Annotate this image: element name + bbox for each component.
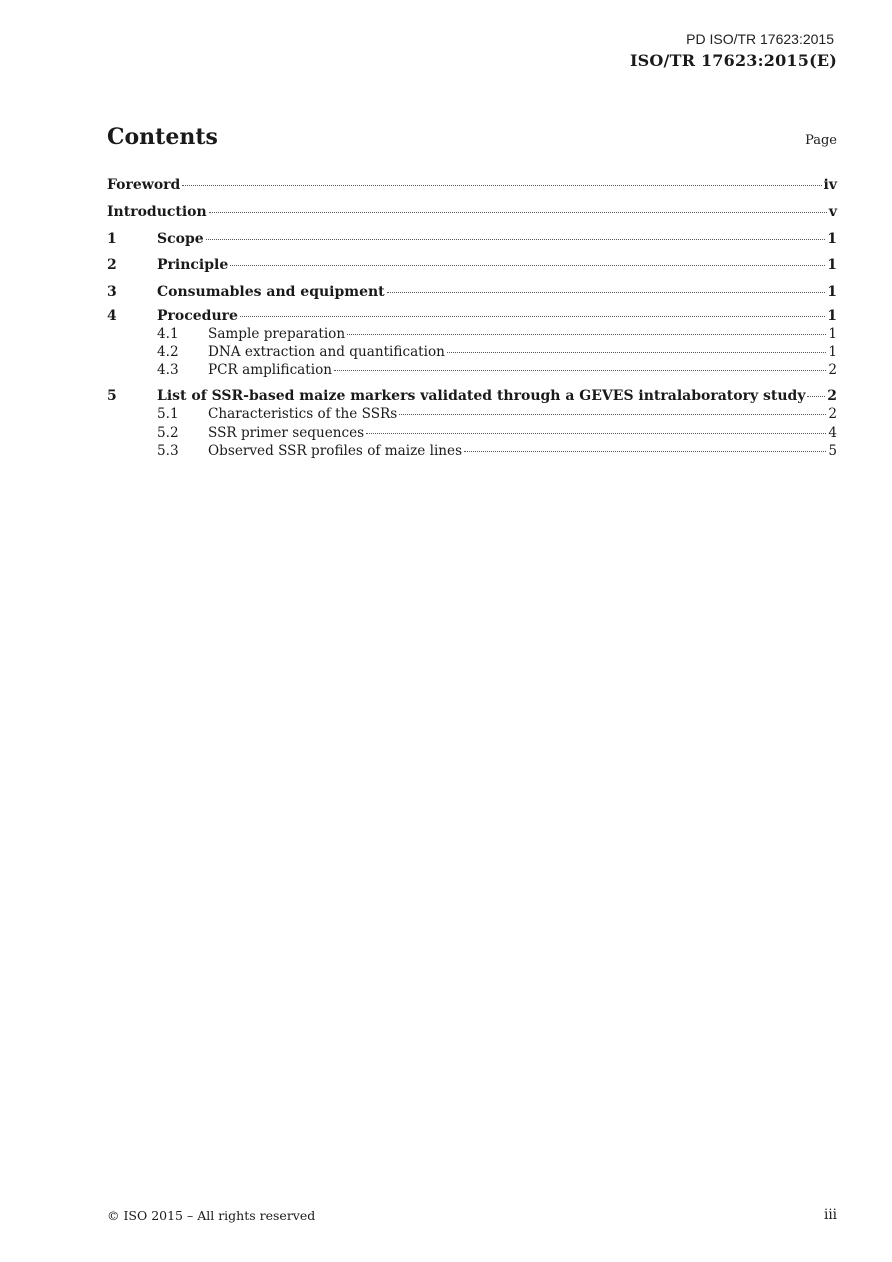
toc-entry-ssr-characteristics[interactable] [107,405,837,423]
toc-entry-page: iv [823,177,837,193]
toc-entry-number: 4 [107,307,117,324]
toc-entry-title: Scope [157,230,204,247]
toc-entry-page: 2 [828,362,837,379]
toc-leader-dots [334,369,826,371]
toc-entry-number: 5.3 [157,442,179,459]
toc-entry-page: 1 [828,325,837,342]
toc-leader-dots [230,264,825,266]
toc-entry-page: 5 [828,442,837,459]
toc-entry-pcr-amplification[interactable] [107,361,837,387]
toc-entry-principle[interactable] [107,253,837,280]
toc-entry-title: Procedure [157,307,238,324]
standard-id: ISO/TR 17623:2015(E) [629,51,837,70]
toc-leader-dots [182,184,821,186]
toc-entry-number: 4.2 [157,344,179,361]
toc-entry-page: 2 [828,406,837,423]
toc-entry-title: Foreword [107,177,181,193]
toc-entry-title: Introduction [107,203,207,220]
toc-entry-page: 1 [827,307,837,324]
toc-entry-page: 1 [827,230,837,247]
toc-entry-ssr-primer-sequences[interactable] [107,424,837,442]
toc-entry-title: SSR primer sequences [208,424,365,441]
contents-title: Contents [107,124,218,150]
toc-entry-number: 4.1 [157,325,179,342]
toc-entry-number: 4.3 [157,362,179,379]
toc-entry-page: 1 [827,257,837,274]
toc-leader-dots [807,395,825,397]
toc-entry-title: Principle [157,257,229,274]
toc-leader-dots [464,450,826,452]
document-id-top: PD ISO/TR 17623:2015 [686,31,834,47]
toc-entry-consumables[interactable] [107,280,837,307]
toc-leader-dots [209,211,827,213]
toc-entry-dna-extraction[interactable] [107,343,837,361]
toc-entry-ssr-profiles[interactable] [107,442,837,460]
toc-entry-title: Sample preparation [208,325,346,342]
toc-entry-number: 5.1 [157,406,179,423]
toc-leader-dots [206,238,826,240]
table-of-contents [107,173,837,460]
toc-entry-title: Consumables and equipment [157,284,385,301]
toc-leader-dots [399,413,826,415]
toc-entry-page: 1 [828,344,837,361]
toc-leader-dots [347,333,826,335]
toc-leader-dots [387,291,826,293]
toc-entry-page: 4 [828,424,837,441]
toc-entry-page: v [828,203,837,220]
toc-entry-page: 2 [827,388,837,405]
toc-entry-number: 5.2 [157,424,179,441]
toc-entry-ssr-markers[interactable] [107,387,837,405]
toc-leader-dots [447,351,826,353]
toc-entry-procedure[interactable] [107,307,837,325]
toc-entry-title: List of SSR-based maize markers validated through a GEVES intralaboratory study [157,388,806,405]
toc-entry-number: 2 [107,257,117,274]
toc-entry-title: Characteristics of the SSRs [208,406,398,423]
toc-entry-number: 5 [107,388,117,405]
toc-entry-foreword[interactable] [107,173,837,200]
toc-entry-introduction[interactable] [107,200,837,227]
toc-entry-title: Observed SSR profiles of maize lines [208,442,463,459]
page-number: iii [824,1207,837,1223]
toc-entry-page: 1 [827,284,837,301]
copyright-notice: © ISO 2015 – All rights reserved [107,1208,316,1223]
page-column-label: Page [805,133,837,148]
toc-entry-number: 3 [107,284,117,301]
toc-entry-sample-preparation[interactable] [107,325,837,343]
toc-entry-title: PCR amplification [208,362,333,379]
toc-entry-scope[interactable] [107,227,837,254]
toc-entry-title: DNA extraction and quantification [208,344,445,361]
toc-entry-number: 1 [107,230,117,247]
toc-leader-dots [366,432,826,434]
toc-leader-dots [240,315,825,317]
